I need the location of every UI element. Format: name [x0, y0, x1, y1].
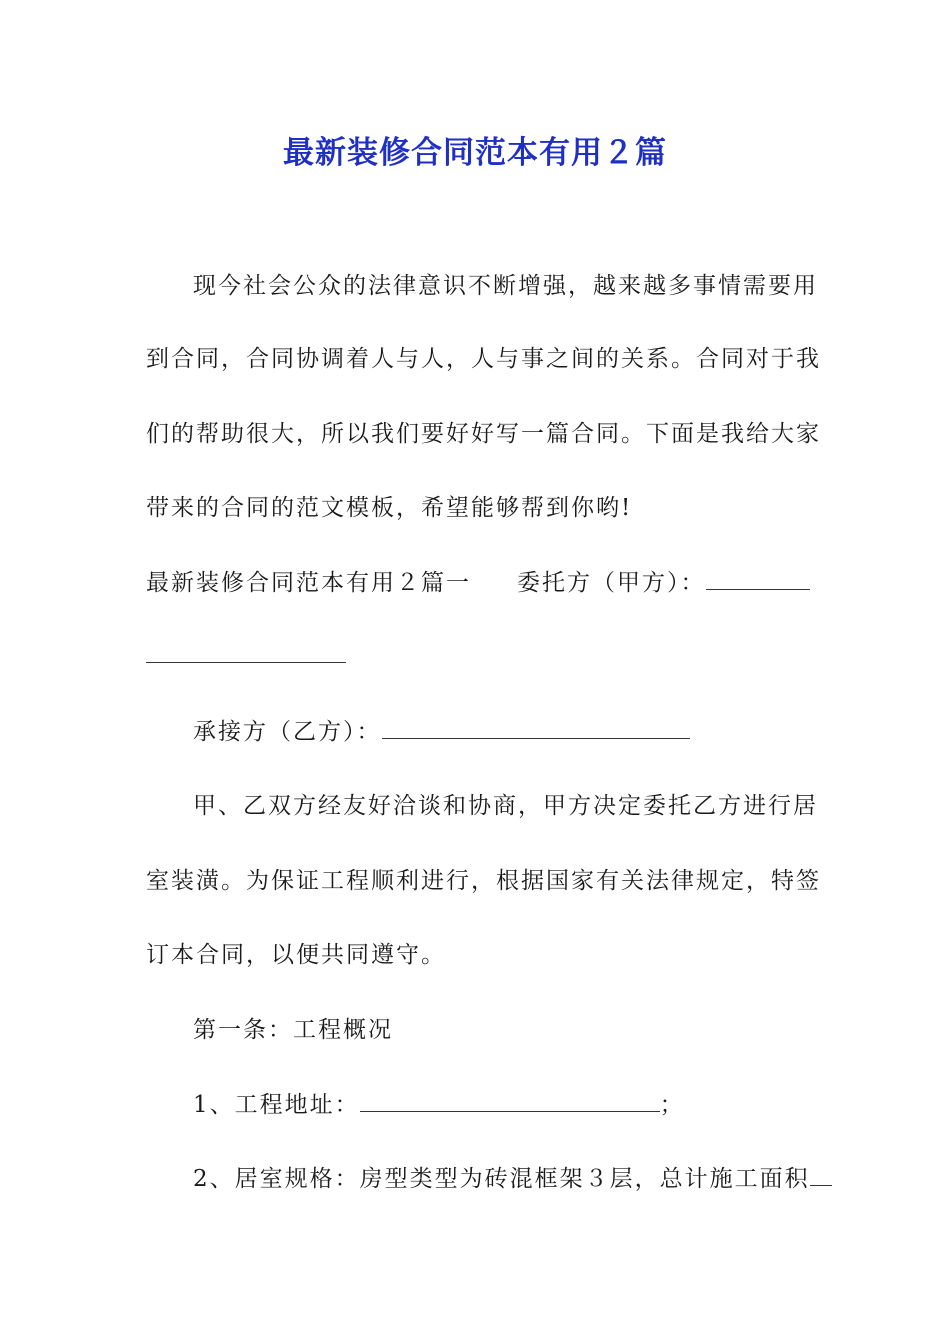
intro-line-2: 到合同，合同协调着人与人，人与事之间的关系。合同对于我 — [146, 346, 821, 372]
client-blank-line — [706, 567, 810, 590]
section-heading: 最新装修合同范本有用２篇一 — [146, 570, 471, 596]
item-2-blank-line — [810, 1163, 832, 1186]
item-2-text: 2、居室规格：房型类型为砖混框架３层，总计施工面积 — [193, 1166, 810, 1192]
item-1-label: 1、工程地址： — [193, 1092, 360, 1118]
article-1-heading: 第一条：工程概况 — [193, 1017, 393, 1043]
item-2-row — [193, 1163, 832, 1195]
client-blank-line-2 — [146, 640, 346, 663]
item-1-blank-line — [360, 1089, 660, 1112]
section-heading-row — [146, 567, 810, 599]
agreement-line-2: 室装潢。为保证工程顺利进行，根据国家有关法律规定，特签 — [146, 868, 821, 894]
intro-line-1: 现今社会公众的法律意识不断增强，越来越多事情需要用 — [193, 273, 818, 299]
item-1-row — [193, 1089, 685, 1121]
document-title: 最新装修合同范本有用２篇 — [283, 135, 667, 171]
contractor-label: 承接方（乙方）： — [193, 719, 382, 745]
contractor-blank-line — [382, 716, 690, 739]
contractor-row — [193, 716, 690, 748]
client-label: 委托方（甲方）： — [517, 570, 706, 596]
client-blank-continuation — [146, 640, 346, 672]
agreement-line-3: 订本合同，以便共同遵守。 — [146, 942, 446, 968]
intro-line-3: 们的帮助很大，所以我们要好好写一篇合同。下面是我给大家 — [146, 421, 821, 447]
item-1-end: ； — [659, 1092, 685, 1118]
agreement-line-1: 甲、乙双方经友好洽谈和协商，甲方决定委托乙方进行居 — [193, 793, 818, 819]
intro-line-4: 带来的合同的范文模板，希望能够帮到你哟! — [146, 495, 633, 521]
